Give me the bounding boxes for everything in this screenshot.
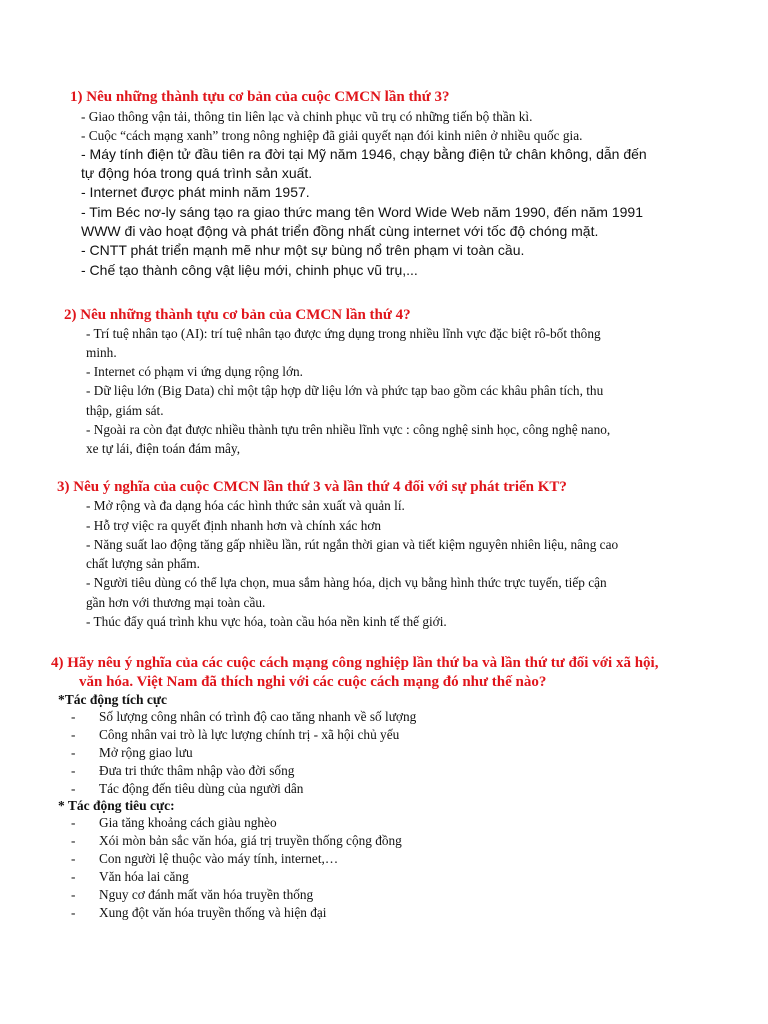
list-item [71,744,193,762]
q2-line: - Ngoài ra còn đạt được nhiều thành tựu trên nhiều lĩnh vực : công nghệ sinh học, công nghệ nano, [86,422,611,437]
list-item-text: Xung đột văn hóa truyền thống và hiện đại [99,905,327,920]
list-item-text: Số lượng công nhân có trình độ cao tăng nhanh về số lượng [99,709,417,724]
positive-impact-heading: *Tác động tích cực [58,692,167,707]
q1-line: - Máy tính điện tử đầu tiên ra đời tại Mỹ năm 1946, chạy bằng điện tử chân không, dẫn đến [81,146,647,162]
bullet-dash: - [71,905,76,920]
bullet-dash: - [71,869,76,884]
list-item [71,708,417,726]
list-item [71,780,304,798]
q3-line: chất lượng sản phẩm. [86,556,200,571]
q2-line: thập, giám sát. [86,403,164,418]
list-item-text: Nguy cơ đánh mất văn hóa truyền thống [99,887,314,902]
q1-line: - Internet được phát minh năm 1957. [81,184,310,200]
q1-line: WWW đi vào hoạt động và phát triển đồng nhất cùng internet với tốc độ chóng mặt. [81,223,599,239]
q3-line: - Năng suất lao động tăng gấp nhiều lần, rút ngắn thời gian và tiết kiệm nguyên nhiên liệu, nâng cao [86,537,619,552]
question-3-title: 3) Nêu ý nghĩa của cuộc CMCN lần thứ 3 và lần thứ 4 đối với sự phát triển KT? [57,479,567,495]
bullet-dash: - [71,727,76,742]
list-item [71,868,189,886]
list-item-text: Công nhân vai trò là lực lượng chính trị - xã hội chủ yếu [99,727,400,742]
question-4-title-line-2: văn hóa. Việt Nam đã thích nghi với các cuộc cách mạng đó như thế nào? [79,674,547,690]
bullet-dash: - [71,781,76,796]
bullet-dash: - [71,887,76,902]
q1-line: - Giao thông vận tải, thông tin liên lạc và chinh phục vũ trụ có những tiến bộ thần kì. [81,109,533,124]
list-item [71,850,339,868]
bullet-dash: - [71,763,76,778]
list-item-text: Văn hóa lai căng [99,869,189,884]
list-item-text: Đưa tri thức thâm nhập vào đời sống [99,763,295,778]
question-4-title-line-1: 4) Hãy nêu ý nghĩa của các cuộc cách mạng công nghiệp lần thứ ba và lần thứ tư đối với xã hội, [51,655,659,671]
q1-line: - CNTT phát triển mạnh mẽ như một sự bùng nổ trên phạm vi toàn cầu. [81,242,525,258]
q2-line: - Trí tuệ nhân tạo (AI): trí tuệ nhân tạo được ứng dụng trong nhiều lĩnh vực đặc biệt rô-bốt thông [86,326,601,341]
question-1-title: 1) Nêu những thành tựu cơ bản của cuộc CMCN lần thứ 3? [70,89,450,105]
question-2-title: 2) Nêu những thành tựu cơ bản của CMCN lần thứ 4? [64,307,411,323]
q3-line: - Người tiêu dùng có thể lựa chọn, mua sắm hàng hóa, dịch vụ bằng hình thức trực tuyến, tiếp cận [86,575,607,590]
bullet-dash: - [71,851,76,866]
q3-line: gần hơn với thương mại toàn cầu. [86,595,266,610]
list-item-text: Con người lệ thuộc vào máy tính, internet,… [99,851,339,866]
q1-line: - Cuộc “cách mạng xanh” trong nông nghiệp đã giải quyết nạn đói kinh niên ở nhiều quốc gia. [81,128,583,143]
q1-line: - Chế tạo thành công vật liệu mới, chinh phục vũ trụ,... [81,262,418,278]
list-item-text: Gia tăng khoảng cách giàu nghèo [99,815,277,830]
list-item [71,904,327,922]
list-item [71,814,277,832]
q1-line: tự động hóa trong quá trình sản xuất. [81,165,313,181]
q3-line: - Hỗ trợ việc ra quyết định nhanh hơn và chính xác hơn [86,518,382,533]
bullet-dash: - [71,833,76,848]
q3-line: - Mở rộng và đa dạng hóa các hình thức sản xuất và quản lí. [86,498,405,513]
q2-line: minh. [86,345,117,360]
bullet-dash: - [71,745,76,760]
bullet-dash: - [71,815,76,830]
list-item [71,832,402,850]
q2-line: - Dữ liệu lớn (Big Data) chỉ một tập hợp dữ liệu lớn và phức tạp bao gồm các khâu phân tích, thu [86,383,604,398]
q2-line: xe tự lái, điện toán đám mây, [86,441,241,456]
list-item-text: Xói mòn bản sắc văn hóa, giá trị truyền thống cộng đồng [99,833,402,848]
list-item-text: Mở rộng giao lưu [99,745,193,760]
list-item [71,886,314,904]
q2-line: - Internet có phạm vi ứng dụng rộng lớn. [86,364,303,379]
q3-line: - Thúc đẩy quá trình khu vực hóa, toàn cầu hóa nền kinh tế thế giới. [86,614,447,629]
bullet-dash: - [71,709,76,724]
list-item [71,726,400,744]
list-item [71,762,295,780]
negative-impact-heading: * Tác động tiêu cực: [58,798,175,813]
list-item-text: Tác động đến tiêu dùng của người dân [99,781,304,796]
q1-line: - Tim Béc nơ-ly sáng tạo ra giao thức mang tên Word Wide Web năm 1990, đến năm 1991 [81,204,643,220]
